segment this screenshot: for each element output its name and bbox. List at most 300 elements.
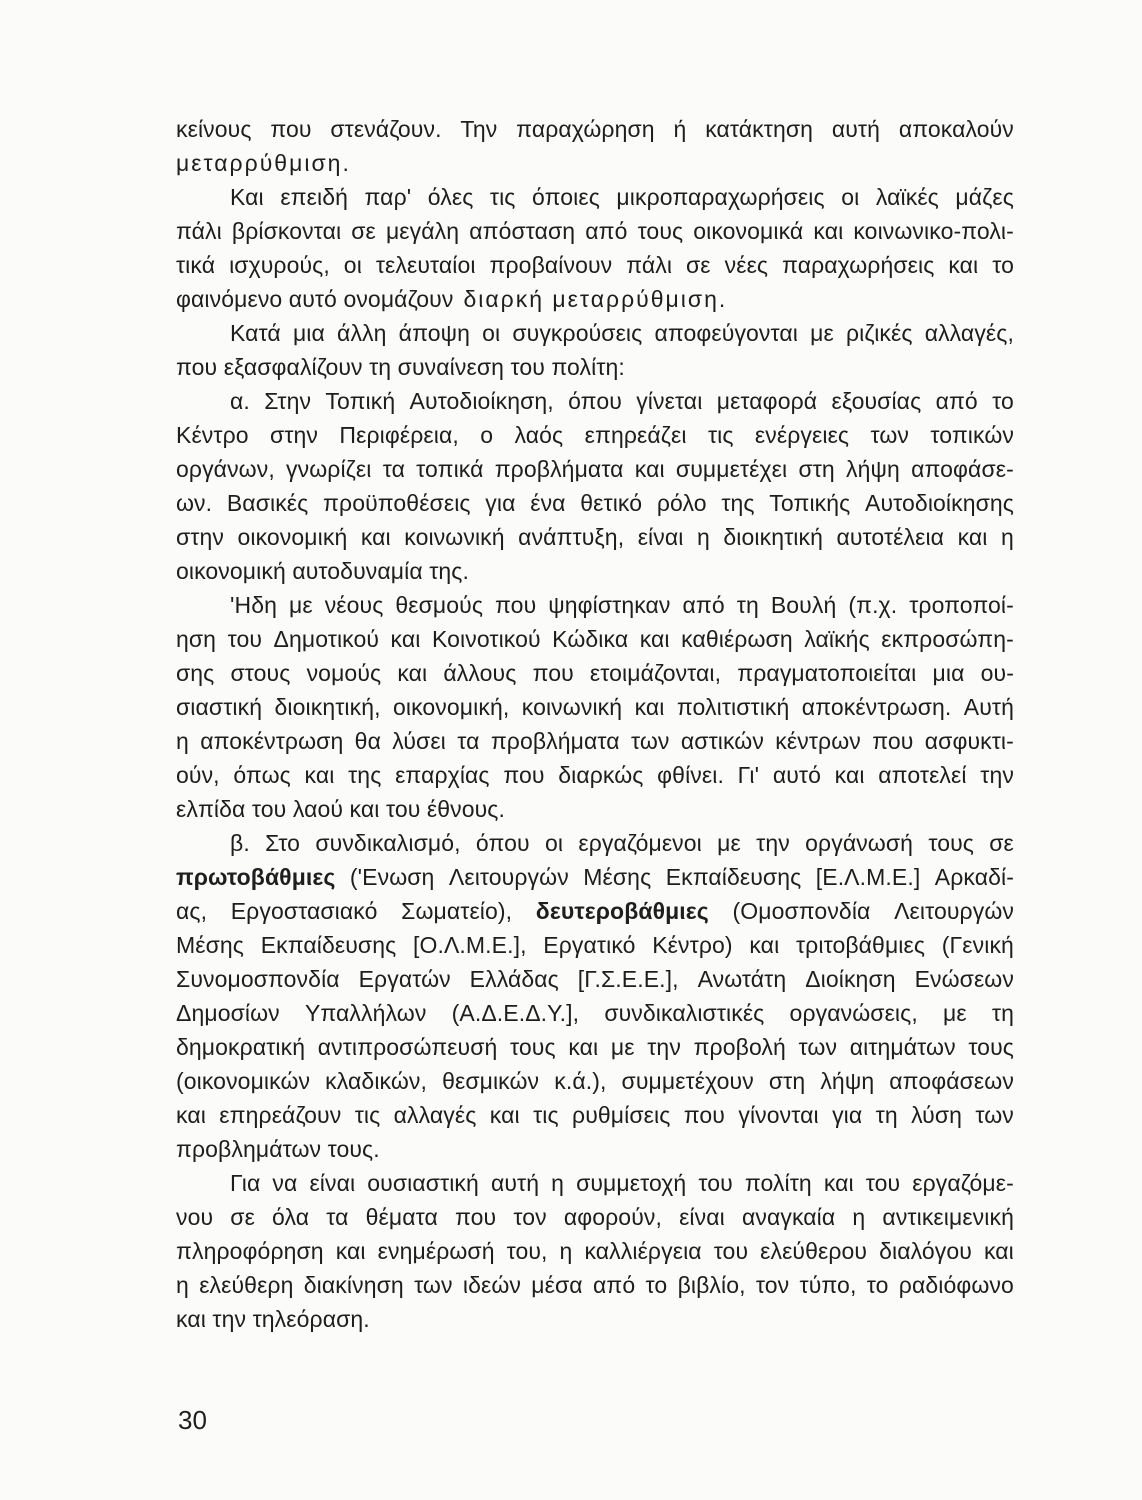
word: η [852, 1204, 866, 1230]
word: τον [755, 1272, 790, 1298]
word: την [647, 1034, 681, 1060]
word: Στην [264, 388, 312, 414]
word: ραδιόφωνο [898, 1272, 1014, 1298]
word: αιτημάτων [849, 1034, 956, 1060]
word: διακίνηση [303, 1272, 404, 1298]
word: γνωρίζει [286, 456, 372, 482]
word: και [813, 218, 844, 244]
text-line [176, 282, 1014, 316]
word: ο [480, 422, 494, 448]
word: κέντρων [775, 728, 861, 754]
word: το [866, 1272, 889, 1298]
word: επειδή [280, 184, 348, 210]
word: γίνεται [636, 388, 703, 414]
word: νέους [324, 592, 384, 618]
word: τικά [176, 252, 216, 278]
word: προβλήματα [494, 456, 624, 482]
word: αντικειμενική [882, 1204, 1014, 1230]
line-text: οικονομική αυτοδυναμία της. [176, 558, 469, 584]
word: παραχώρηση [516, 116, 655, 142]
word: ας, [176, 898, 208, 924]
text-line [176, 146, 1014, 180]
word: στενάζουν. [330, 116, 442, 142]
word: αφορούν, [563, 1204, 662, 1230]
word: στην [270, 422, 319, 448]
word: κατάκτηση [705, 116, 814, 142]
spaced-text: διαρκή μεταρρύθμιση. [463, 286, 728, 312]
text-line [176, 248, 1014, 282]
word: τα [326, 1204, 349, 1230]
word: παρ' [364, 184, 412, 210]
word: στη [798, 456, 835, 482]
word: συμμετέχει [675, 456, 788, 482]
word: Εκπαίδευσης [260, 932, 397, 958]
line-text: και την τηλεόραση. [176, 1306, 370, 1332]
word: προϋποθέσεις [323, 490, 471, 516]
word: τη [736, 592, 759, 618]
word: κ.ά.), [554, 1068, 607, 1094]
word: η [551, 1170, 565, 1196]
spaced-text: μεταρρύθμιση. [176, 150, 351, 176]
word: προβαίνουν [489, 252, 613, 278]
word: είναι [309, 1170, 356, 1196]
word: (Ομοσπονδία [732, 898, 871, 924]
word: θεσμούς [395, 592, 484, 618]
word: και [634, 694, 665, 720]
word: Αρκαδί- [934, 864, 1014, 890]
word: κοινωνική [521, 694, 623, 720]
word: Μέσης [583, 864, 652, 890]
word: μέσα [531, 1272, 583, 1298]
word: Συνομοσπονδία [176, 966, 340, 992]
word: καλλιέργεια [584, 1238, 702, 1264]
word: ή [673, 116, 687, 142]
word: Υπαλλήλων [304, 1000, 427, 1026]
word: πολιτιστική [676, 694, 790, 720]
word: λύσει [392, 728, 446, 754]
word: και [335, 1238, 366, 1264]
text-line [176, 214, 1014, 248]
word: Εργατικό [543, 932, 636, 958]
word: οργάνων, [176, 456, 275, 482]
word: όπως [233, 762, 291, 788]
word: αποφάσεων [889, 1068, 1014, 1094]
word: Για [230, 1170, 261, 1196]
word: φθίνει. [657, 762, 724, 788]
word: απόσταση [469, 218, 576, 244]
word: μια [932, 660, 965, 686]
word: εργαζόμενοι [578, 830, 702, 856]
word: Αυτοδιοίκησης [865, 490, 1014, 516]
word: με [717, 830, 741, 856]
text-line [176, 588, 1014, 622]
word: άλλη [337, 320, 387, 346]
word: από [585, 218, 628, 244]
word: σε [230, 1204, 255, 1230]
word: όπου [475, 830, 530, 856]
word: [Γ.Σ.Ε.Ε.], [577, 966, 679, 992]
word: το [992, 252, 1014, 278]
word: που [683, 1102, 725, 1128]
word: και [568, 1034, 599, 1060]
text-line [176, 1268, 1014, 1302]
word: και [823, 1170, 854, 1196]
word: για [485, 490, 516, 516]
word: η [559, 1238, 573, 1264]
word: ιδεών [462, 1272, 521, 1298]
text-line [176, 554, 1014, 588]
word: προβολή [693, 1034, 786, 1060]
word: και [304, 762, 335, 788]
text-line [176, 622, 1014, 656]
word: ενημέρωσή [377, 1238, 495, 1264]
word: βρίσκονται [231, 218, 342, 244]
word: ετοιμάζονται, [589, 660, 722, 686]
word: σιαστική [176, 694, 263, 720]
word: διοικητική, [274, 694, 381, 720]
word: Τοπική [325, 388, 396, 414]
word: ισχυρούς, [229, 252, 330, 278]
word: σε [686, 252, 711, 278]
word: του, [506, 1238, 548, 1264]
word: λαϊκής [804, 626, 870, 652]
word: αυτή [490, 1170, 540, 1196]
word: πραγματοποιείται [737, 660, 917, 686]
word: ('Ενωση [349, 864, 435, 890]
word: και [360, 524, 391, 550]
word: την [980, 762, 1014, 788]
word: συμμετέχουν [621, 1068, 754, 1094]
word: κείνους [176, 116, 252, 142]
word: συνδικαλισμό, [315, 830, 461, 856]
word: αποκαλούν [898, 116, 1014, 142]
word: νέες [724, 252, 769, 278]
word: τον [513, 1204, 547, 1230]
word: οι [841, 184, 860, 210]
word: ουσιαστική [367, 1170, 479, 1196]
word: προβλήματα [490, 728, 620, 754]
word: Εργατών [358, 966, 451, 992]
word: 'Ηδη [230, 592, 277, 618]
text-line [176, 180, 1014, 214]
word: (π.χ. [848, 592, 898, 618]
text-line [176, 1030, 1014, 1064]
word: των [975, 1102, 1014, 1128]
word: τις [354, 1102, 381, 1128]
word: κοινωνική [404, 524, 505, 550]
word: τους [510, 1034, 556, 1060]
word: οι [544, 830, 564, 856]
word: θεσμικών [442, 1068, 540, 1094]
word: τις [533, 1102, 559, 1128]
word: το [992, 388, 1014, 414]
word: οικονομική, [393, 694, 510, 720]
word: σε [351, 218, 376, 244]
word: των [631, 728, 670, 754]
word: ενέργειες [754, 422, 850, 448]
word: τελευταίοι [375, 252, 476, 278]
word: Βουλή [770, 592, 837, 618]
word: Ελλάδας [469, 966, 559, 992]
word: που [270, 116, 312, 142]
word: από [935, 388, 978, 414]
word: οργάνωσή [805, 830, 914, 856]
word: των [870, 422, 910, 448]
word: θέματα [365, 1204, 438, 1230]
text-line [176, 486, 1014, 520]
body-text [176, 112, 1014, 1336]
word: αυτοτέλεια [836, 524, 945, 550]
word: αποφεύγονται [654, 320, 799, 346]
text-line [176, 656, 1014, 690]
word: τη [991, 1000, 1014, 1026]
word: είναι [679, 1204, 725, 1230]
word: την [756, 830, 790, 856]
word: κλαδικών, [325, 1068, 428, 1094]
word: και [176, 1102, 206, 1128]
word: ηση [176, 626, 217, 652]
word: και [834, 762, 865, 788]
word: τα [457, 728, 480, 754]
page-number: 30 [178, 1405, 207, 1435]
word: Ανωτάτη [697, 966, 787, 992]
text-line [176, 384, 1014, 418]
line-text: φαινόμενο αυτό ονομάζουν [176, 286, 454, 312]
word: το [645, 1272, 668, 1298]
word: (οικονομικών [176, 1068, 311, 1094]
word: ανάπτυξη, [518, 524, 625, 550]
word: από [592, 1272, 636, 1298]
word: που [503, 762, 545, 788]
word: (Α.Δ.Ε.Δ.Υ.], [451, 1000, 580, 1026]
word: συγκρούσεις [512, 320, 643, 346]
word: των [798, 1034, 838, 1060]
word: δημοκρατική [176, 1034, 306, 1060]
word: τύπο, [799, 1272, 857, 1298]
line-text: ελπίδα του λαού και του έθνους. [176, 796, 505, 822]
word: ου- [980, 660, 1014, 686]
word: Βασικές [226, 490, 309, 516]
word: οικονομική [237, 524, 348, 550]
word: και [948, 252, 979, 278]
word: όλες [427, 184, 474, 210]
word: αποκέντρωση. [801, 694, 952, 720]
text-line [176, 758, 1014, 792]
word: που [872, 728, 914, 754]
word: Λειτουργών [448, 864, 569, 890]
word: μεγάλη [385, 218, 460, 244]
word: αυτή [831, 116, 881, 142]
word: και [639, 626, 670, 652]
word: αυτό [772, 762, 821, 788]
text-line [176, 894, 1014, 928]
word: που [455, 1204, 497, 1230]
word: β. [230, 830, 250, 856]
word: ασφυκτι- [924, 728, 1014, 754]
word: (Γενική [941, 932, 1014, 958]
word: στην [176, 524, 224, 550]
word: τοπικών [930, 422, 1014, 448]
word: σε [989, 830, 1014, 856]
word: ελεύθερη [199, 1272, 294, 1298]
word: να [272, 1170, 298, 1196]
word: διοικητική [723, 524, 823, 550]
word: Την [460, 116, 498, 142]
word: Τοπικής [769, 490, 851, 516]
word: και [749, 932, 780, 958]
word: πληροφόρηση [176, 1238, 324, 1264]
word: με [943, 1000, 967, 1026]
text-line [176, 418, 1014, 452]
word: Σωματείο), [401, 898, 513, 924]
word: Αυτή [963, 694, 1014, 720]
word: με [610, 1034, 635, 1060]
word: Αυτοδιοίκηση, [409, 388, 554, 414]
word: όλα [272, 1204, 310, 1230]
line-text: προβλημάτων τους. [176, 1136, 380, 1162]
word: που [532, 660, 574, 686]
word: Γι' [737, 762, 760, 788]
word: με [810, 320, 834, 346]
word: με [288, 592, 313, 618]
word: αλλαγές [393, 1102, 477, 1128]
text-line [176, 1200, 1014, 1234]
word: αλλαγές, [924, 320, 1014, 346]
word: οι [343, 252, 362, 278]
word: πολίτη [744, 1170, 812, 1196]
text-line [176, 826, 1014, 860]
word: καθιέρωση [681, 626, 793, 652]
word: στους [230, 660, 291, 686]
text-line [176, 112, 1014, 146]
word: πάλι [626, 252, 673, 278]
word: βιβλίο, [677, 1272, 746, 1298]
word: Εκπαίδευσης [665, 864, 802, 890]
word: αστικών [680, 728, 764, 754]
word: οι [482, 320, 501, 346]
word: τα [382, 456, 405, 482]
word: οικονομικά [693, 218, 804, 244]
word: ων. [176, 490, 213, 516]
word: άλλους [443, 660, 517, 686]
word: λήψη [846, 456, 900, 482]
word: τροποποί- [909, 592, 1014, 618]
word: ελεύθερου [760, 1238, 868, 1264]
word: αντιπροσώπευσή [317, 1034, 498, 1060]
word: γίνονται [738, 1102, 819, 1128]
word: τους [968, 1034, 1014, 1060]
word: για [832, 1102, 863, 1128]
word: διαρκώς [558, 762, 644, 788]
bold-term: δευτεροβάθμιες [535, 898, 709, 924]
text-line [176, 452, 1014, 486]
word: Στο [265, 830, 301, 856]
word: Κέντρο) [652, 932, 733, 958]
word: των [414, 1272, 453, 1298]
text-line [176, 792, 1014, 826]
word: Εργοστασιακό [230, 898, 378, 924]
word: Ενώσεων [914, 966, 1014, 992]
word: πάλι [176, 218, 222, 244]
text-line [176, 724, 1014, 758]
word: αποτελεί [878, 762, 967, 788]
word: νου [176, 1204, 214, 1230]
text-line [176, 962, 1014, 996]
word: και [489, 1102, 520, 1128]
word: τοπικά [416, 456, 484, 482]
word: ρυθμίσεις [572, 1102, 671, 1128]
word: ψηφίστηκαν [548, 592, 671, 618]
word: που [495, 592, 537, 618]
word: η [1001, 524, 1014, 550]
word: Κατά [230, 320, 281, 346]
word: α. [230, 388, 250, 414]
word: Δημοσίων [176, 1000, 280, 1026]
word: αποκέντρωση [200, 728, 344, 754]
word: [Ε.Λ.Μ.Ε.] [815, 864, 921, 890]
text-line [176, 860, 1014, 894]
word: Κώδικα [552, 626, 629, 652]
word: θετικό [580, 490, 643, 516]
word: επαρχίας [395, 762, 490, 788]
word: τριτοβάθμιες [796, 932, 926, 958]
word: Κέντρο [176, 422, 249, 448]
word: εξουσίας [831, 388, 922, 414]
word: Και [230, 184, 264, 210]
word: θα [354, 728, 381, 754]
text-line [176, 316, 1014, 350]
word: από [682, 592, 725, 618]
word: λαϊκές [875, 184, 939, 210]
word: στη [768, 1068, 806, 1094]
word: η [696, 524, 710, 550]
word: και [983, 1238, 1014, 1264]
word: της [721, 490, 755, 516]
word: η [176, 728, 189, 754]
word: ριζικές [845, 320, 913, 346]
word: του [713, 1238, 749, 1264]
word: συμμετοχή [576, 1170, 687, 1196]
word: κοινωνικο-πολι- [853, 218, 1014, 244]
word: ούν, [176, 762, 220, 788]
word: λήψη [820, 1068, 875, 1094]
text-line [176, 928, 1014, 962]
word: [Ο.Λ.Μ.Ε.], [413, 932, 527, 958]
word: του [698, 1170, 733, 1196]
word: η [176, 1272, 189, 1298]
text-line [176, 996, 1014, 1030]
word: Λειτουργών [894, 898, 1014, 924]
text-line [176, 1302, 1014, 1336]
word: του [227, 626, 263, 652]
word: διαλόγου [879, 1238, 972, 1264]
word: Διοίκηση [805, 966, 896, 992]
word: συνδικαλιστικές [604, 1000, 765, 1026]
text-line [176, 350, 1014, 384]
word: εργαζόμε- [912, 1170, 1014, 1196]
line-text: που εξασφαλίζουν τη συναίνεση του πολίτη: [176, 354, 625, 380]
word: είναι [637, 524, 684, 550]
text-line [176, 1166, 1014, 1200]
word: λύση [911, 1102, 963, 1128]
word: λαός [514, 422, 564, 448]
word: της [348, 762, 382, 788]
word: τη [875, 1102, 898, 1128]
text-line [176, 1132, 1014, 1166]
word: μάζες [955, 184, 1014, 210]
word: μια [292, 320, 325, 346]
word: Περιφέρεια, [339, 422, 459, 448]
